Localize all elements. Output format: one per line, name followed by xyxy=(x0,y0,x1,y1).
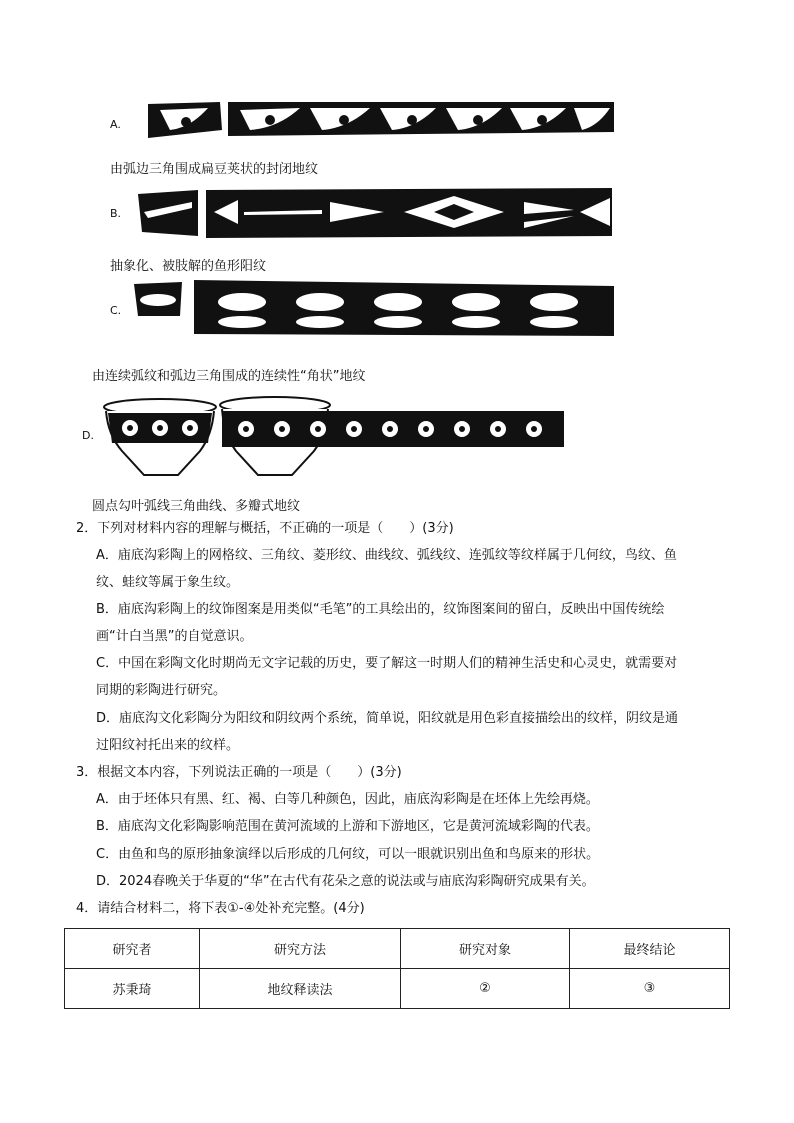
pattern-a-image xyxy=(130,100,616,140)
q4-stem: 4．请结合材料二，将下表①-④处补充完整。(4分) xyxy=(76,901,365,916)
table-cell: 苏秉琦 xyxy=(65,969,200,1009)
table-header-cell: 研究者 xyxy=(65,929,200,969)
option-c-caption: 由连续弧纹和弧边三角围成的连续性“角状”地纹 xyxy=(92,369,366,384)
table-cell[interactable]: ③ xyxy=(570,969,730,1009)
table-row xyxy=(65,969,730,1009)
table-header-cell: 最终结论 xyxy=(570,929,730,969)
option-a-caption: 由弧边三角围成扁豆荚状的封闭地纹 xyxy=(110,162,319,177)
q3-option-a: A．由于坯体只有黑、红、褐、白等几种颜色，因此，庙底沟彩陶是在坯体上先绘再烧。 xyxy=(96,792,599,807)
option-d-caption: 圆点勾叶弧线三角曲线、多瓣式地纹 xyxy=(92,499,301,514)
q3-option-c: C．由鱼和鸟的原形抽象演绎以后形成的几何纹，可以一眼就识别出鱼和鸟原来的形状。 xyxy=(96,847,600,862)
q2-option-d-line2: 过阳纹衬托出来的纹样。 xyxy=(96,738,240,753)
q3-option-d: D．2024春晚关于华夏的“华”在古代有花朵之意的说法或与庙底沟彩陶研究成果有关。 xyxy=(96,874,595,889)
option-a-label: A. xyxy=(110,118,121,131)
table-header-cell: 研究对象 xyxy=(401,929,570,969)
option-b-label: B. xyxy=(110,207,122,220)
table-header-cell: 研究方法 xyxy=(200,929,401,969)
q2-option-d-line1: D．庙底沟文化彩陶分为阳纹和阴纹两个系统，简单说，阳纹就是用色彩直接描绘出的纹样，阴纹是通 xyxy=(96,711,679,726)
q2-stem: 2．下列对材料内容的理解与概括，不正确的一项是（ ）(3分) xyxy=(76,521,454,536)
q3-stem: 3．根据文本内容，下列说法正确的一项是（ ）(3分) xyxy=(76,765,402,780)
option-b-caption: 抽象化、被肢解的鱼形阳纹 xyxy=(110,259,267,274)
q3-option-b: B．庙底沟文化彩陶影响范围在黄河流域的上游和下游地区，它是黄河流域彩陶的代表。 xyxy=(96,819,599,834)
table-header-row xyxy=(65,929,730,969)
q2-option-a-line1: A．庙底沟彩陶上的网格纹、三角纹、菱形纹、曲线纹、弧线纹、连弧纹等纹样属于几何纹，鸟纹、鱼 xyxy=(96,548,677,563)
q4-answer-table xyxy=(64,928,730,1009)
q2-option-b-line1: B．庙底沟彩陶上的纹饰图案是用类似“毛笔”的工具绘出的，纹饰图案间的留白，反映出中国传统绘 xyxy=(96,602,665,617)
option-d-label: D. xyxy=(82,429,94,442)
option-c-label: C. xyxy=(110,304,122,317)
pattern-d-image xyxy=(100,395,566,485)
q2-option-a-line2: 纹、蛙纹等属于象生纹。 xyxy=(96,575,240,590)
q2-option-c-line1: C．中国在彩陶文化时期尚无文字记载的历史，要了解这一时期人们的精神生活史和心灵史，就需要对 xyxy=(96,656,678,671)
table-cell: 地纹释读法 xyxy=(200,969,401,1009)
table-cell[interactable]: ② xyxy=(401,969,570,1009)
q2-option-c-line2: 同期的彩陶进行研究。 xyxy=(96,683,227,698)
pattern-c-image xyxy=(132,278,618,342)
pattern-b-image xyxy=(134,184,614,242)
q2-option-b-line2: 画“计白当黑”的自觉意识。 xyxy=(96,629,253,644)
